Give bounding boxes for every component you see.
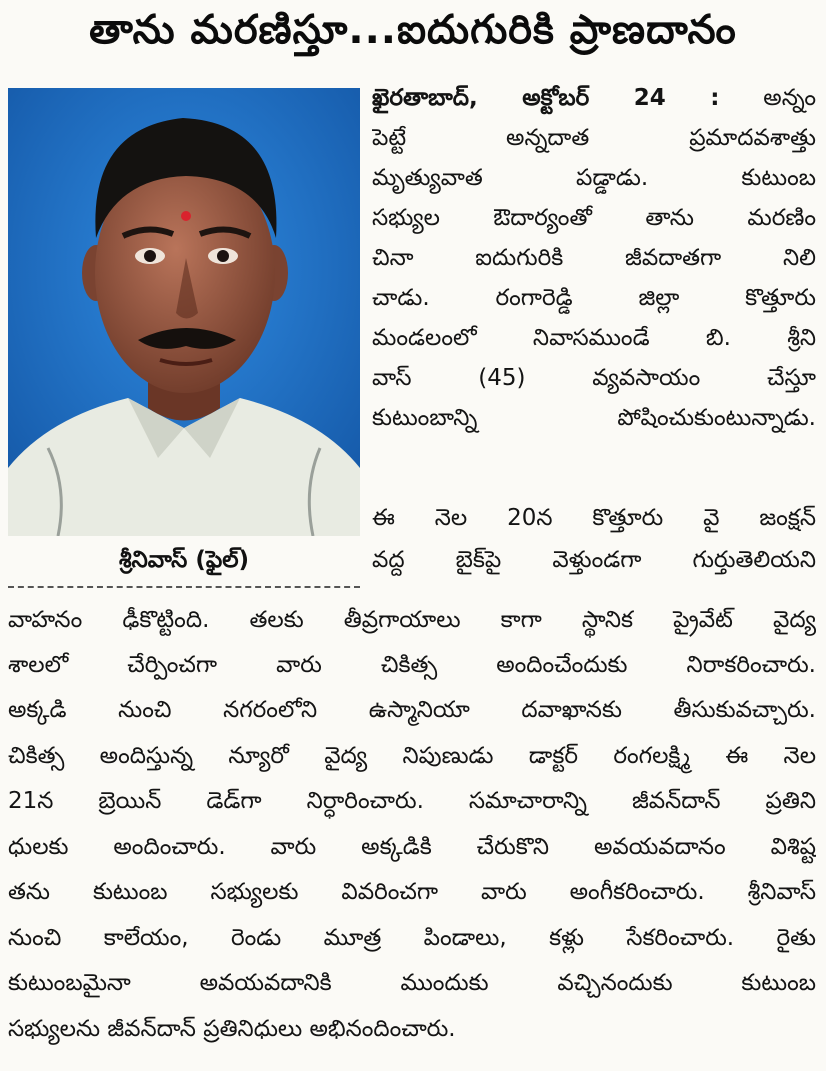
article-line: పెట్టే అన్నదాత ప్రమాదవశాత్తు [372,125,816,151]
article-line: శాలలో చేర్పించగా వారు చికిత్స అందించేందుకు నిరాకరించారు. [8,652,816,678]
article-line: వద్ద బైక్‌పై వెళ్తుండగా గుర్తుతెలియని [372,547,816,573]
article-line: సభ్యులను జీవన్‌దాన్ ప్రతినిధులు అభినందించారు. [8,1016,456,1042]
photo-caption: శ్రీనివాస్ (ఫైల్) [118,547,250,573]
article-line: ఈ నెల 20న కొత్తూరు వై జంక్షన్ [372,505,816,531]
article-headline: తాను మరణిస్తూ...ఐదుగురికి ప్రాణదానం [89,7,737,53]
article-line: తను కుటుంబ సభ్యులకు వివరించగా వారు అంగీకరించారు. శ్రీనివాస్ [8,879,816,905]
article-line: కుటుంబమైనా అవయవదానికి ముందుకు వచ్చినందుకు కుటుంబ [8,970,816,996]
article-line: సభ్యుల ఔదార్యంతో తాను మరణిం [372,205,816,231]
article-line: మండలంలో నివాసముండే బి. శ్రీని [372,325,816,351]
article-line: వాహనం ఢీకొట్టింది. తలకు తీవ్రగాయాలు కాగా స్థానిక ప్రైవేట్ వైద్య [8,607,816,633]
article-line: నుంచి కాలేయం, రెండు మూత్ర పిండాలు, కళ్లు సేకరించారు. రైతు [8,925,816,951]
portrait-photo [8,88,360,536]
article-line: చినా ఐదుగురికి జీవదాతగా నిలి [372,245,816,271]
dateline: ఖైరతాబాద్, అక్టోబర్ 24 : [372,85,720,111]
article-line: 21న బ్రెయిన్ డెడ్‌గా నిర్ధారించారు. సమాచారాన్ని జీవన్‌దాన్ ప్రతిని [8,788,816,814]
article-line: మృత్యువాత పడ్డాడు. కుటుంబ [372,165,816,191]
article-line: అక్కడి నుంచి నగరంలోని ఉస్మానియా దవాఖానకు తీసుకువచ్చారు. [8,697,816,723]
article-line: చికిత్స అందిస్తున్న న్యూరో వైద్య నిపుణుడు డాక్టర్ రంగలక్ష్మి ఈ నెల [8,743,816,769]
portrait-illustration [8,88,360,536]
article-line: చాడు. రంగారెడ్డి జిల్లా కొత్తూరు [372,285,816,311]
article-line: వాస్ (45) వ్యవసాయం చేస్తూ [372,365,816,391]
article-line: కుటుంబాన్ని పోషించుకుంటున్నాడు. [372,405,816,431]
article-line: ధులకు అందించారు. వారు అక్కడికి చేరుకొని అవయవదానం విశిష్ట [8,834,816,860]
article-line: ఖైరతాబాద్, అక్టోబర్ 24 : అన్నం [372,85,816,111]
caption-divider [8,586,360,588]
